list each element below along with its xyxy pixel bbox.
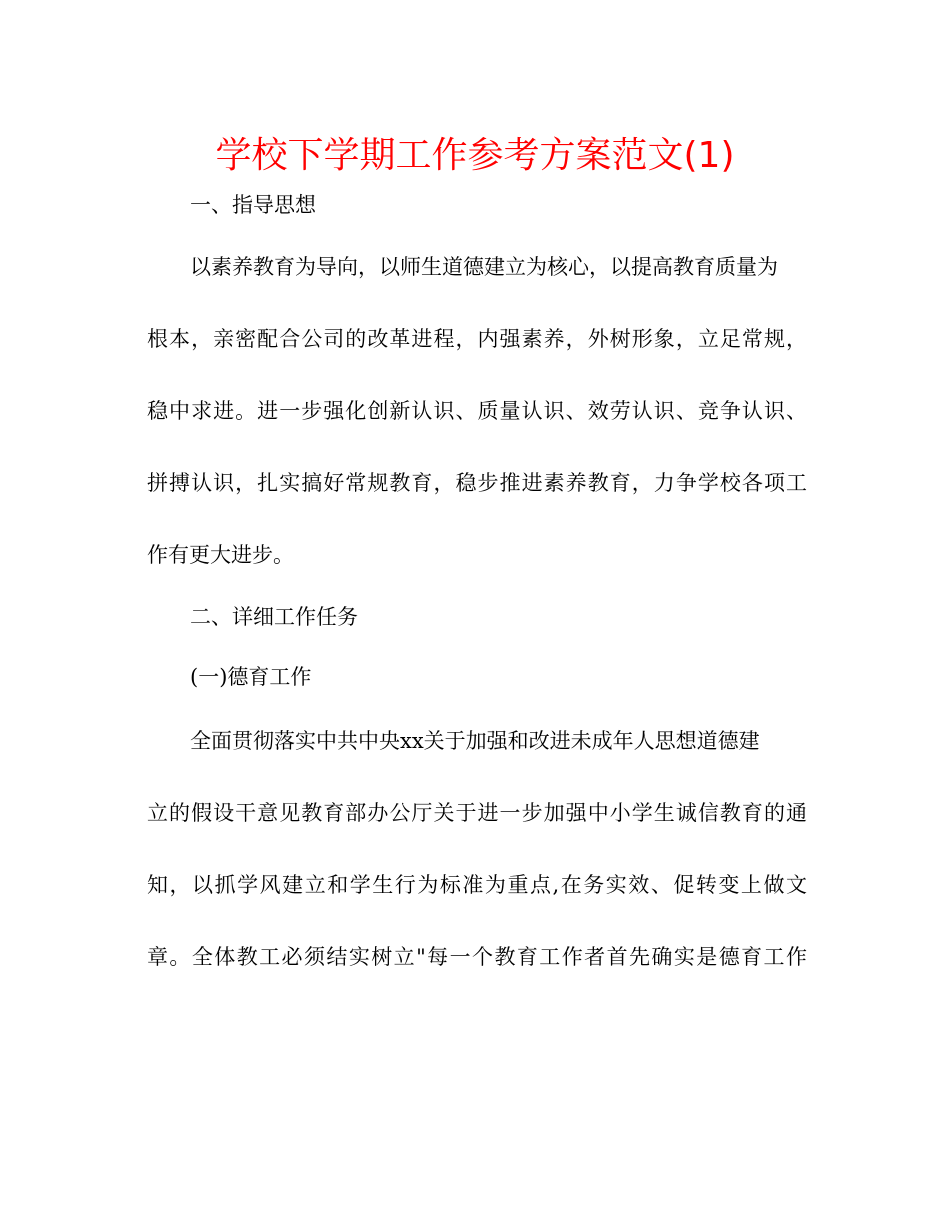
paragraph-line: 知，以抓学风建立和学生行为标准为重点,在务实效、促转变上做文 [147, 873, 807, 897]
document-title: 学校下学期工作参考方案范文(1) [215, 135, 735, 176]
paragraph-line: 以素养教育为导向，以师生道德建立为核心，以提高教育质量为 [190, 255, 778, 279]
subsection-heading-moral-education: (一)德育工作 [190, 665, 312, 689]
paragraph-line: 章。全体教工必须结实树立"每一个教育工作者首先确实是德育工作 [147, 945, 807, 969]
paragraph-line: 全面贯彻落实中共中央xx关于加强和改进未成年人思想道德建 [190, 729, 760, 753]
paragraph-line: 根本，亲密配合公司的改革进程，内强素养，外树形象，立足常规， [147, 327, 807, 351]
paragraph-line: 拼搏认识，扎实搞好常规教育，稳步推进素养教育，力争学校各项工 [147, 471, 807, 495]
section-heading-work-tasks: 二、详细工作任务 [190, 605, 358, 629]
paragraph-line: 稳中求进。进一步强化创新认识、质量认识、效劳认识、竞争认识、 [147, 399, 807, 423]
paragraph-line: 立的假设干意见教育部办公厅关于进一步加强中小学生诚信教育的通 [147, 801, 807, 825]
paragraph-line: 作有更大进步。 [147, 543, 294, 567]
section-heading-guiding-ideology: 一、指导思想 [190, 193, 316, 217]
